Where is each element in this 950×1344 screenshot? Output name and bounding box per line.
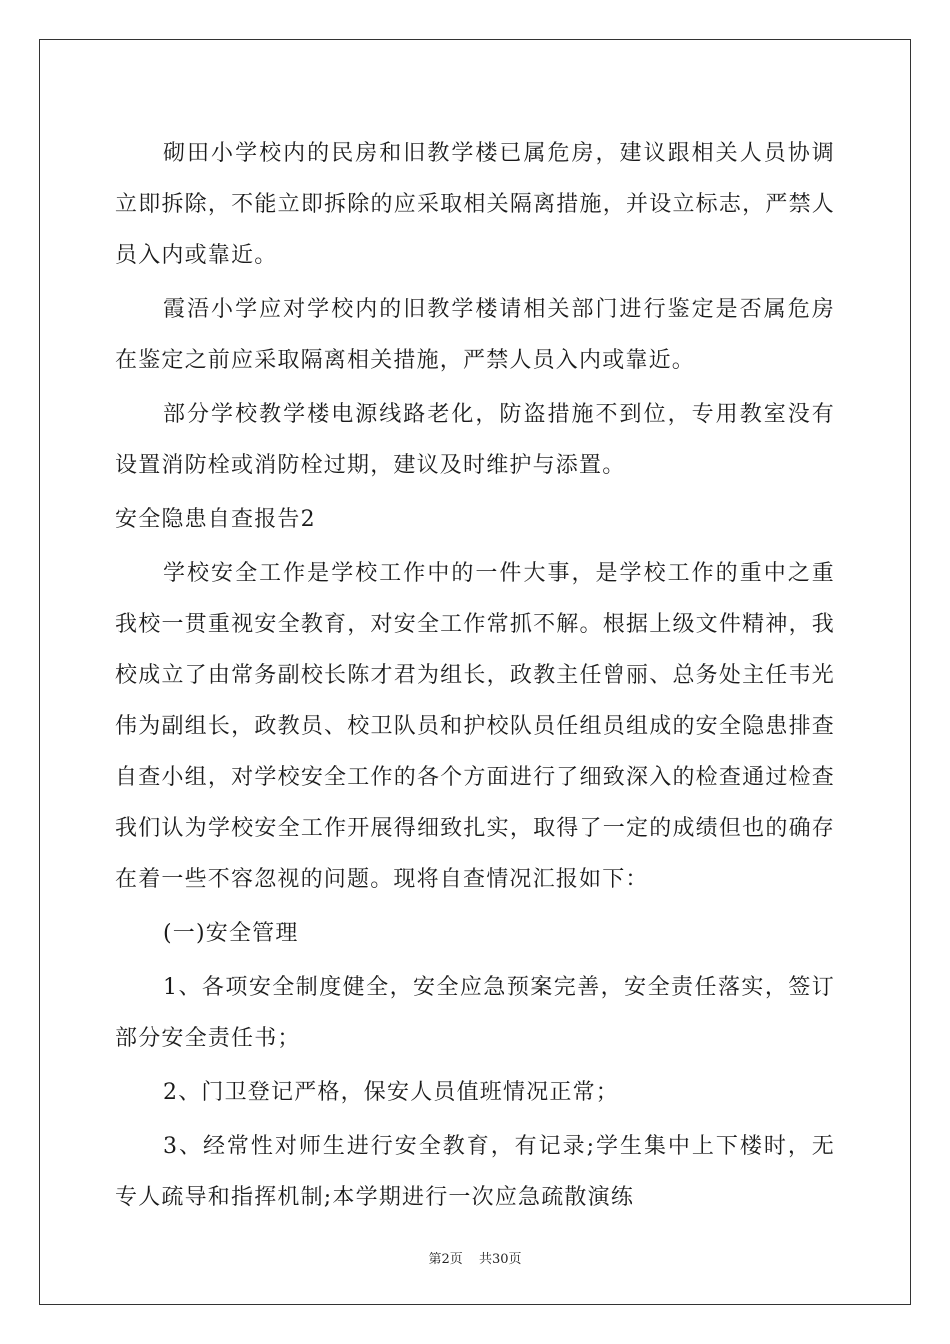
list-item: 2、门卫登记严格，保安人员值班情况正常； (163, 1080, 619, 1105)
page-footer (0, 1248, 950, 1267)
paragraph: 学校安全工作是学校工作中的一件大事，是学校工作的重中之重我校一贯重视安全教育，对安全工作常抓不解。根据上级文件精神，我校成立了由常务副校长陈才君为组长，政教主任曾丽、总务处主任韦光伟为副组长，政教员、校卫队员和护校队员任组员组成的安全隐患排查自查小组，对学校安全工作的各个方面进行了细致深入的检查通过检查我们认为学校安全工作开展得细致扎实，取得了一定的成绩但也的确存在着一些不容忽视的问题。现将自查情况汇报如下： (115, 561, 835, 892)
paragraph: 砌田小学校内的民房和旧教学楼已属危房，建议跟相关人员协调立即拆除，不能立即拆除的应采取相关隔离措施，并设立标志，严禁人员入内或靠近。 (115, 141, 835, 268)
document-body (115, 128, 835, 1226)
list-item: 1、各项安全制度健全，安全应急预案完善，安全责任落实，签订部分安全责任书； (115, 975, 835, 1051)
page-number: 第2页 (428, 1252, 463, 1267)
page-total: 共30页 (478, 1252, 522, 1267)
section-title: 安全隐患自查报告2 (115, 507, 316, 532)
paragraph: 部分学校教学楼电源线路老化，防盗措施不到位，专用教室没有设置消防栓或消防栓过期，建议及时维护与添置。 (115, 402, 835, 478)
paragraph: 霞浯小学应对学校内的旧教学楼请相关部门进行鉴定是否属危房在鉴定之前应采取隔离相关措施，严禁人员入内或靠近。 (115, 297, 835, 373)
list-item: 3、经常性对师生进行安全教育，有记录;学生集中上下楼时，无专人疏导和指挥机制;本学期进行一次应急疏散演练 (115, 1134, 835, 1210)
subsection-heading: (一)安全管理 (163, 921, 299, 946)
